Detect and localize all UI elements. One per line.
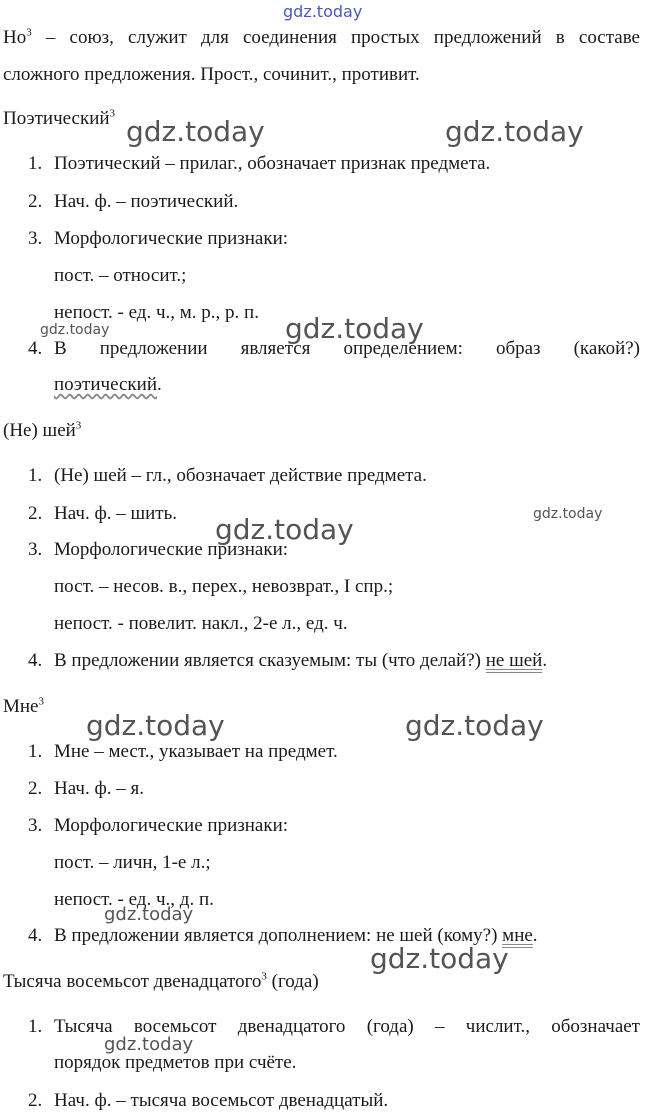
heading-tail: (года)	[266, 971, 319, 992]
list-item	[28, 741, 338, 763]
list-text: В предложении является сказуемым: ты (что делай?)	[54, 650, 486, 671]
list-text: Морфологические признаки:	[54, 539, 289, 560]
heading-text: Мне	[3, 696, 39, 717]
watermark: gdz.today	[405, 709, 544, 742]
list-item	[28, 778, 144, 800]
heading-text: (Не) шей	[3, 420, 76, 441]
list-text: Поэтический – прилаг., обозначает признак предмета.	[54, 153, 491, 174]
list-item	[28, 1016, 640, 1038]
underlined-word: не шей	[485, 650, 543, 671]
list-text: Нач. ф. – поэтический.	[54, 191, 239, 212]
underlined-word: мне	[502, 925, 533, 946]
heading-text: Поэтический	[3, 108, 110, 129]
watermark: gdz.today	[104, 1034, 194, 1055]
no-definition-line1	[3, 27, 640, 49]
list-text: (Не) шей – гл., обозначает действие предмета.	[54, 465, 427, 486]
list-item	[28, 153, 490, 175]
list-text: Тысяча восемьсот двенадцатого (года) – числит., обозначает	[54, 1016, 640, 1037]
feature-line: непост. - ед. ч., м. р., р. п.	[54, 302, 259, 323]
list-number: 2.	[28, 503, 43, 524]
list-item-continuation	[54, 374, 162, 396]
section-heading-shei	[3, 420, 81, 442]
list-number: 2.	[28, 1090, 43, 1111]
watermark: gdz.today	[126, 115, 265, 148]
list-number: 2.	[28, 778, 43, 799]
list-item-continuation: порядок предметов при счёте.	[54, 1052, 297, 1073]
list-item	[28, 338, 640, 360]
list-number: 3.	[28, 815, 43, 836]
feature-line: непост. - повелит. накл., 2-е л., ед. ч.	[54, 613, 348, 634]
no-word: Но	[3, 27, 27, 48]
punctuation: .	[542, 650, 548, 671]
punctuation: .	[532, 925, 538, 946]
list-item	[28, 465, 427, 487]
watermark: gdz.today	[215, 513, 354, 546]
footnote-mark: 3	[26, 26, 32, 39]
footnote-mark: 3	[75, 419, 82, 432]
feature-line: пост. – несов. в., перех., невозврат., I спр.;	[54, 576, 394, 597]
list-item	[28, 503, 177, 525]
list-text: Морфологические признаки:	[54, 228, 289, 249]
watermark: gdz.today	[533, 506, 603, 522]
list-text: В предложении является определением: образ (какой?)	[54, 338, 640, 359]
feature-line: пост. – личн, 1-е л.;	[54, 852, 211, 873]
watermark: gdz.today	[40, 322, 110, 338]
section-heading-mne	[3, 696, 44, 718]
no-definition-text: – союз, служит для соединения простых предложений в составе	[31, 27, 640, 48]
feature-line: непост. - ед. ч., д. п.	[54, 889, 214, 910]
list-item	[28, 191, 238, 213]
list-number: 2.	[28, 191, 43, 212]
footnote-mark: 3	[38, 695, 44, 708]
list-number: 4.	[28, 925, 43, 946]
punctuation: .	[157, 374, 162, 395]
watermark: gdz.today	[86, 709, 225, 742]
footnote-mark: 3	[109, 107, 116, 120]
list-number: 1.	[28, 1016, 43, 1037]
list-number: 3.	[28, 539, 43, 560]
list-text: Мне – мест., указывает на предмет.	[54, 741, 338, 762]
list-text: В предложении является дополнением: не шей (кому?)	[54, 925, 503, 946]
list-text: Нач. ф. – я.	[54, 778, 144, 799]
watermark: gdz.today	[285, 312, 424, 345]
underlined-word: поэтический	[54, 374, 157, 395]
watermark-top: gdz.today	[283, 2, 363, 21]
heading-text: Тысяча восемьсот двенадцатого	[3, 971, 262, 992]
list-number: 1.	[28, 153, 43, 174]
list-text: Нач. ф. – шить.	[54, 503, 178, 524]
footnote-mark: 3	[261, 970, 267, 983]
watermark: gdz.today	[370, 942, 509, 975]
list-item	[28, 815, 288, 837]
list-number: 4.	[28, 650, 43, 671]
list-text: Нач. ф. – тысяча восемьсот двенадцатый.	[54, 1090, 389, 1111]
feature-line: пост. – относит.;	[54, 265, 187, 286]
section-heading-thousand	[3, 971, 319, 993]
section-heading-poetic	[3, 108, 115, 130]
watermark: gdz.today	[104, 904, 194, 925]
list-item	[28, 925, 538, 947]
list-number: 4.	[28, 338, 43, 359]
list-text: Морфологические признаки:	[54, 815, 289, 836]
watermark: gdz.today	[445, 115, 584, 148]
list-number: 1.	[28, 465, 43, 486]
list-number: 1.	[28, 741, 43, 762]
list-item	[28, 539, 288, 561]
list-number: 3.	[28, 228, 43, 249]
no-definition-line2: сложного предложения. Прост., сочинит., противит.	[3, 64, 420, 85]
list-item	[28, 228, 288, 250]
list-item	[28, 650, 547, 672]
